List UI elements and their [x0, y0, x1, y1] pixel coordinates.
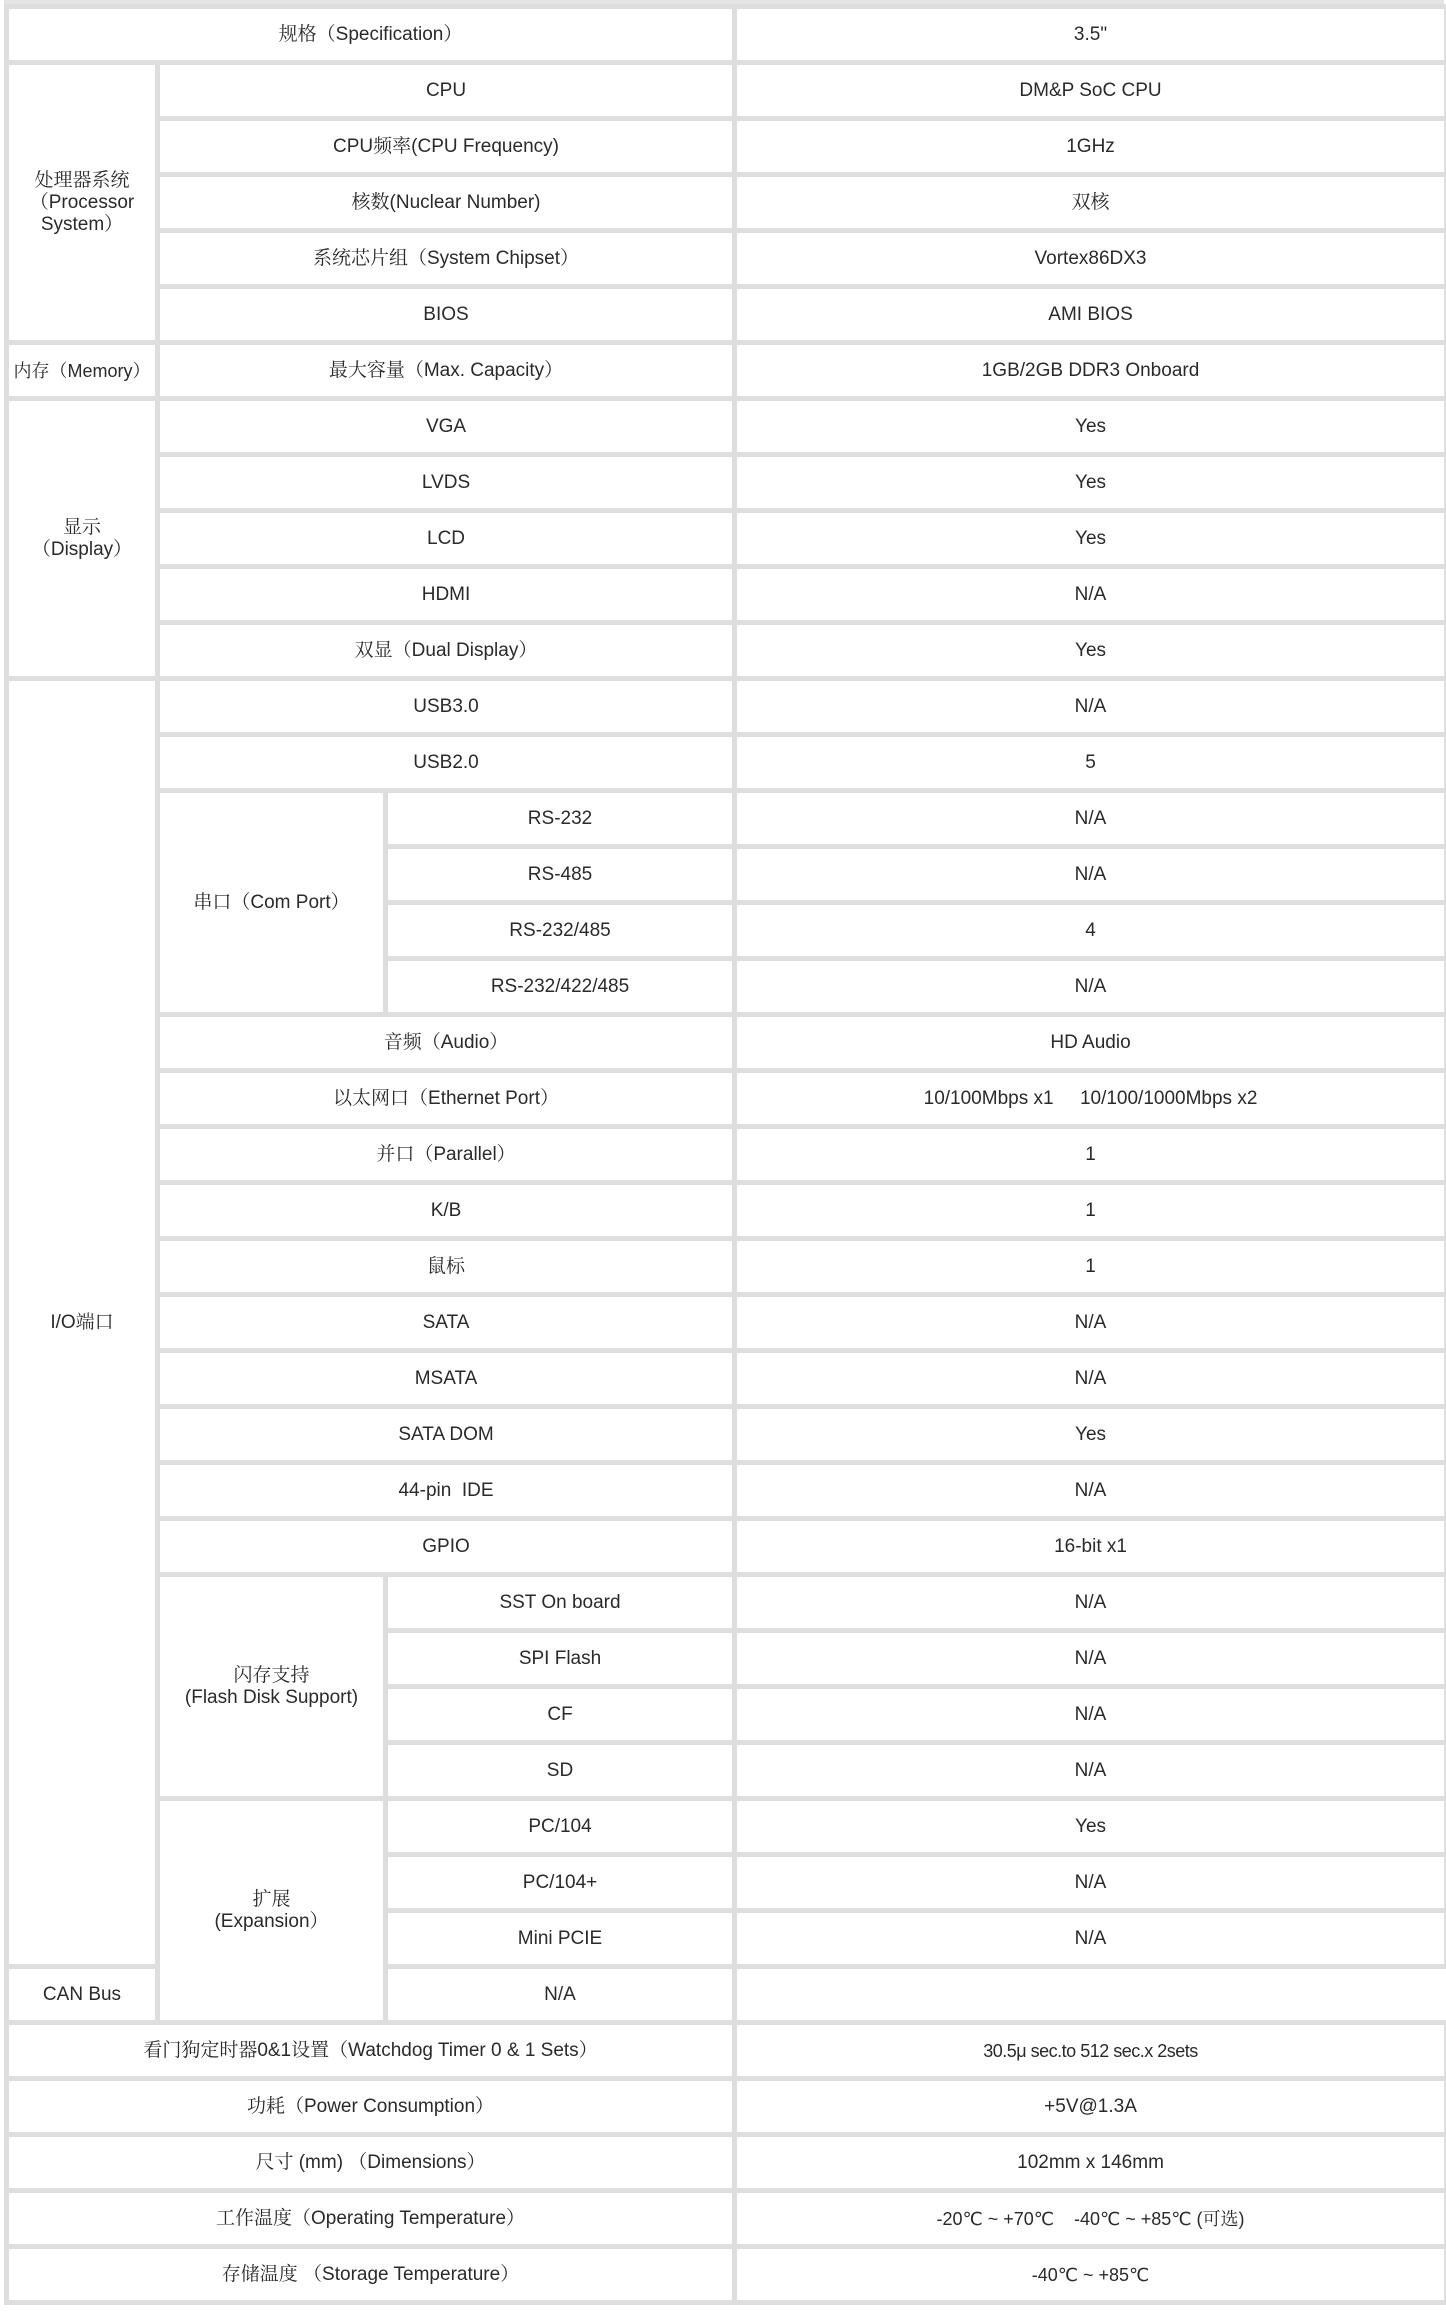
table-row — [7, 7, 1446, 63]
row-value: Vortex86DX3 — [735, 231, 1446, 287]
group-label-line: （Display） — [31, 538, 133, 560]
row-value: 5 — [735, 735, 1446, 791]
row-label: GPIO — [158, 1519, 735, 1575]
row-value: -40℃ ~ +85℃ — [735, 2247, 1446, 2303]
row-label: RS-485 — [386, 847, 735, 903]
row-label: 尺寸 (mm) （Dimensions） — [7, 2135, 735, 2191]
row-value: Yes — [735, 1799, 1446, 1855]
table-row — [7, 2247, 1446, 2303]
row-value: DM&P SoC CPU — [735, 63, 1446, 119]
group-label-line: 处理器系统 — [34, 169, 130, 191]
row-value: 1GHz — [735, 119, 1446, 175]
row-value: Yes — [735, 623, 1446, 679]
row-value: N/A — [735, 1575, 1446, 1631]
row-value: N/A — [735, 791, 1446, 847]
row-label: 最大容量（Max. Capacity） — [158, 343, 735, 399]
group-label-line: (Flash Disk Support) — [184, 1686, 359, 1708]
spec-table — [4, 4, 1446, 2305]
row-value: N/A — [735, 1911, 1446, 1967]
row-label: 鼠标 — [158, 1239, 735, 1295]
table-row — [7, 1575, 1446, 1631]
table-row — [7, 791, 1446, 847]
table-row — [7, 1183, 1446, 1239]
row-label: 看门狗定时器0&1设置（Watchdog Timer 0 & 1 Sets） — [7, 2023, 735, 2079]
com-group: 串口（Com Port） — [158, 791, 386, 1015]
row-label: HDMI — [158, 567, 735, 623]
table-row — [7, 1799, 1446, 1855]
row-label: 并口（Parallel） — [158, 1127, 735, 1183]
row-value: Yes — [735, 1407, 1446, 1463]
row-label: 双显（Dual Display） — [158, 623, 735, 679]
row-value: Yes — [735, 399, 1446, 455]
group-label-line: 闪存支持 — [233, 1664, 310, 1686]
row-value: -20℃ ~ +70℃ -40℃ ~ +85℃ (可选) — [735, 2191, 1446, 2247]
table-row — [7, 1519, 1446, 1575]
row-label: 系统芯片组（System Chipset） — [158, 231, 735, 287]
row-label: SATA DOM — [158, 1407, 735, 1463]
row-value: 10/100Mbps x1 10/100/1000Mbps x2 — [735, 1071, 1446, 1127]
row-label: 功耗（Power Consumption） — [7, 2079, 735, 2135]
row-value: 30.5μ sec.to 512 sec.x 2sets — [735, 2023, 1446, 2079]
display-group — [7, 399, 158, 679]
row-label: LCD — [158, 511, 735, 567]
row-value: N/A — [735, 959, 1446, 1015]
row-label: 存储温度 （Storage Temperature） — [7, 2247, 735, 2303]
row-label: CAN Bus — [7, 1967, 158, 2023]
row-value: Yes — [735, 455, 1446, 511]
row-value: 4 — [735, 903, 1446, 959]
row-value: 1 — [735, 1127, 1446, 1183]
table-row — [7, 2079, 1446, 2135]
row-label: RS-232 — [386, 791, 735, 847]
row-label: USB2.0 — [158, 735, 735, 791]
group-label-line: （Processor — [29, 191, 135, 213]
table-row — [7, 1351, 1446, 1407]
io-group: I/O端口 — [7, 679, 158, 1967]
expansion-group — [158, 1799, 386, 2023]
table-row — [7, 343, 1446, 399]
table-row — [7, 1015, 1446, 1071]
row-value: Yes — [735, 511, 1446, 567]
row-label: RS-232/422/485 — [386, 959, 735, 1015]
row-label: PC/104 — [386, 1799, 735, 1855]
table-row — [7, 231, 1446, 287]
row-label: PC/104+ — [386, 1855, 735, 1911]
table-row — [7, 623, 1446, 679]
flash-group — [158, 1575, 386, 1799]
row-value: N/A — [735, 567, 1446, 623]
row-value: N/A — [735, 1743, 1446, 1799]
table-row — [7, 511, 1446, 567]
row-label: SPI Flash — [386, 1631, 735, 1687]
row-label: K/B — [158, 1183, 735, 1239]
row-label: VGA — [158, 399, 735, 455]
table-row — [7, 1463, 1446, 1519]
row-label: 音频（Audio） — [158, 1015, 735, 1071]
row-label: SST On board — [386, 1575, 735, 1631]
group-label-line: (Expansion） — [214, 1910, 329, 1932]
row-value: N/A — [735, 847, 1446, 903]
table-row — [7, 679, 1446, 735]
table-row — [7, 119, 1446, 175]
processor-group — [7, 63, 158, 343]
row-value: 102mm x 146mm — [735, 2135, 1446, 2191]
group-label-line: System） — [40, 213, 124, 235]
row-label: 核数(Nuclear Number) — [158, 175, 735, 231]
row-value: 1 — [735, 1239, 1446, 1295]
row-label: BIOS — [158, 287, 735, 343]
table-row — [7, 175, 1446, 231]
row-label: USB3.0 — [158, 679, 735, 735]
row-value: HD Audio — [735, 1015, 1446, 1071]
row-label: CPU — [158, 63, 735, 119]
table-row — [7, 1295, 1446, 1351]
row-value: +5V@1.3A — [735, 2079, 1446, 2135]
table-row — [7, 1407, 1446, 1463]
row-value: N/A — [386, 1967, 735, 2023]
group-label-line: 扩展 — [252, 1888, 291, 1910]
row-value: N/A — [735, 1463, 1446, 1519]
table-row — [7, 1239, 1446, 1295]
table-row — [7, 1127, 1446, 1183]
row-label: RS-232/485 — [386, 903, 735, 959]
table-row — [7, 2135, 1446, 2191]
row-value: N/A — [735, 1855, 1446, 1911]
row-value: 16-bit x1 — [735, 1519, 1446, 1575]
group-label-line: 显示 — [62, 516, 101, 538]
table-row — [7, 287, 1446, 343]
row-value: AMI BIOS — [735, 287, 1446, 343]
table-row — [7, 1071, 1446, 1127]
table-row — [7, 2023, 1446, 2079]
row-label: 以太网口（Ethernet Port） — [158, 1071, 735, 1127]
table-row — [7, 399, 1446, 455]
row-value: N/A — [735, 1687, 1446, 1743]
spec-value: 3.5" — [735, 7, 1446, 63]
row-value: 双核 — [735, 175, 1446, 231]
memory-group: 内存（Memory） — [7, 343, 158, 399]
table-row — [7, 735, 1446, 791]
row-label: LVDS — [158, 455, 735, 511]
row-value: N/A — [735, 1295, 1446, 1351]
row-label: CF — [386, 1687, 735, 1743]
table-row — [7, 455, 1446, 511]
table-row — [7, 63, 1446, 119]
row-label: 44-pin IDE — [158, 1463, 735, 1519]
row-label: MSATA — [158, 1351, 735, 1407]
row-label: 工作温度（Operating Temperature） — [7, 2191, 735, 2247]
spec-label: 规格（Specification） — [7, 7, 735, 63]
row-label: Mini PCIE — [386, 1911, 735, 1967]
row-value: 1GB/2GB DDR3 Onboard — [735, 343, 1446, 399]
table-row — [7, 2191, 1446, 2247]
table-row — [7, 567, 1446, 623]
row-label: CPU频率(CPU Frequency) — [158, 119, 735, 175]
row-value: N/A — [735, 1351, 1446, 1407]
row-label: SATA — [158, 1295, 735, 1351]
row-value: N/A — [735, 679, 1446, 735]
row-label: SD — [386, 1743, 735, 1799]
row-value: 1 — [735, 1183, 1446, 1239]
row-value: N/A — [735, 1631, 1446, 1687]
